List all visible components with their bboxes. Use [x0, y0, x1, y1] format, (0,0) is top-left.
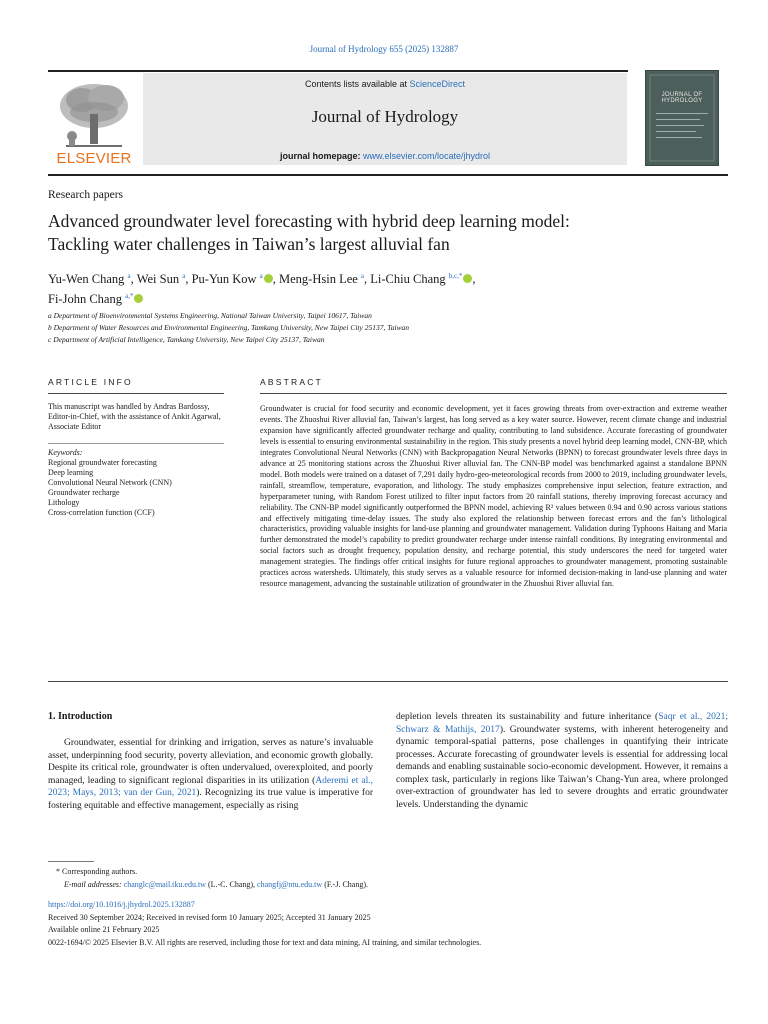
- keywords-label: Keywords:: [48, 448, 83, 457]
- abstract-text: Groundwater is crucial for food security and economic development, yet it faces growing threats from over-extraction and extreme weather events. The Zhuoshui River alluvial fan, Taiwan’s largest, has long served as a key water source. However, recent climate change and industrial expansion have significantly affected groundwater recharge and quality, contributing to land subsidence. Accurate forecasting of groundwater levels is essential to ensuring environmental sustainability in the region. This study presents a novel hybrid deep learning model, CNN-BP, which integrates Convolutional Neural Networks (CNN) with Backpropagation Neural Networks (BPNN) to forecast groundwater levels three days in advance at 25 monitoring stations across the Zhuoshui River alluvial fan. The CNN-BP model was benchmarked against a standalone BPNN model. Both models were trained on a dataset of 7,291 daily hydro-geo-meteorological records from 2000 to 2019, including groundwater levels, rainfall, streamflow, temperature, evaporation, and lithology. The study emphasizes comprehensive input selection, feature extraction, and hyperparameter tuning, with Random Forest utilized to filter input factors from 20 rainfall stations, thereby improving forecast accuracy and reliability. The CNN-BP model significantly outperformed the BPNN model, achieving R² values between 0.94 and 0.90 across various stations and effectively mitigating time-delay issues. The study also explored the relationship between forecast errors and the fan’s lithological characteristics, providing valuable insights for land-use planning and groundwater management. Validation during Typhoons Haitang and Maria further demonstrated the model’s capability to predict groundwater recharge under intense rainfall conditions. By integrating environmental and social factors such as drought frequency, population density, and recharge potential, this study underscores the need for targeted water management strategies. The findings offer critical insights for future regional approaches to groundwater management, promoting sustainable practices across watersheds. Ultimately, this study serves as a valuable resource for informed decision-making in land-use planning and water resource management, advancing the sustainable utilization of groundwater in the Zhuoshui River alluvial fan.: [260, 404, 727, 589]
- orcid-icon[interactable]: [463, 274, 472, 283]
- orcid-icon[interactable]: [264, 274, 273, 283]
- journal-title: Journal of Hydrology: [311, 107, 459, 126]
- author[interactable]: Wei Sun $^a$,: [136, 272, 189, 287]
- article-title-line-1: Advanced groundwater level forecasting with hybrid deep learning model:: [48, 211, 570, 231]
- article-title-line-2: Tackling water challenges in Taiwan’s largest alluvial fan: [48, 234, 450, 254]
- handling-note: This manuscript was handled by Andras Bardossy, Editor-in-Chief, with the assistance of Ankit Agarwal, Associate Editor: [48, 402, 221, 431]
- received-dates: Received 30 September 2024; Received in revised form 10 January 2025; Accepted 31 January 2025: [48, 913, 371, 922]
- journal-cover-image[interactable]: [645, 70, 719, 166]
- article-title: [48, 210, 728, 256]
- author[interactable]: Meng-Hsin Lee $^a$,: [279, 272, 368, 287]
- intro-left-paragraph: Groundwater, essential for drinking and irrigation, serves as nature’s invaluable asset, underpinning food security, poverty alleviation, and economic growth globally. Despite its critical role, groundwater is often undervalued, overexploited, and poorly managed, leading to significant regional disparities in its utilization (Aderemi et al., 2023; Mays, 2013; van der Gun, 2021). Recognizing its true value is imperative for fostering equitable and effective management, especially as rising: [48, 738, 374, 811]
- contents-prefix: Contents lists available at: [304, 79, 410, 89]
- keywords-rule: [48, 443, 224, 444]
- available-online: Available online 21 February 2025: [48, 925, 160, 934]
- cover-title: JOURNAL OF HYDROLOGY: [661, 92, 703, 104]
- keyword: Lithology: [48, 498, 80, 507]
- affiliation: c Department of Artificial Intelligence, Tamkang University, New Taipei City 25137, Taiwan: [48, 335, 325, 344]
- keyword: Cross-correlation function (CCF): [48, 508, 155, 517]
- author[interactable]: Li-Chiu Chang $^{b,c,*}$ ,: [370, 272, 476, 287]
- homepage-line: [143, 151, 627, 161]
- section-label: Research papers: [48, 189, 124, 201]
- corresponding-authors-note: * Corresponding authors.: [56, 867, 138, 876]
- keyword: Regional groundwater forecasting: [48, 458, 157, 467]
- citation-link[interactable]: Aderemi et al., 2023; Mays, 2013; van der Gun, 2021: [48, 775, 374, 798]
- homepage-prefix: journal homepage:: [279, 151, 363, 161]
- homepage-link[interactable]: www.elsevier.com/locate/jhydrol: [362, 151, 491, 161]
- abstract-rule: [260, 393, 727, 394]
- email-link[interactable]: changfj@ntu.edu.tw: [257, 880, 323, 889]
- intro-right-paragraph: depletion levels threaten its sustainability and future inheritance (Saqr et al., 2021; Schwarz & Mathijs, 2017). Groundwater systems, with inherent heterogeneity and dynamic temporal-spatial patterns, pose challenges in quantifying their intricate processes. Accurate forecasting of groundwater levels is essential for addressing local demands and enabling sustainable socio-economic development. However, it remains a complex task, particularly in regions like Taiwan’s Chang-Yun area, where prolonged over-extraction of groundwater has led to severe droughts and erratic groundwater levels. Understanding the dynamic: [396, 712, 728, 810]
- keyword: Convolutional Neural Network (CNN): [48, 478, 172, 487]
- footnote-rule: [48, 861, 94, 862]
- contents-line: [143, 79, 627, 89]
- orcid-icon[interactable]: [134, 294, 143, 303]
- copyright: 0022-1694/© 2025 Elsevier B.V. All rights are reserved, including those for text and data mining, AI training, and similar technologies.: [48, 938, 482, 947]
- body-top-rule: [48, 681, 728, 682]
- affiliation: b Department of Water Resources and Environmental Engineering, Tamkang University, New Taipei City 25137, Taiwan: [48, 323, 410, 332]
- masthead-bottom-rule: [48, 174, 728, 176]
- affiliation: a Department of Bioenvironmental Systems Engineering, National Taiwan University, Taipei 10617, Taiwan: [48, 311, 372, 320]
- intro-heading: 1. Introduction: [48, 711, 113, 722]
- author[interactable]: Yu-Wen Chang $^a$,: [48, 272, 134, 287]
- keywords-block: [48, 448, 224, 518]
- publisher-wordmark: ELSEVIER: [56, 150, 132, 167]
- author[interactable]: Fi-John Chang $^{a,*}$: [48, 292, 143, 306]
- abstract-heading: ABSTRACT: [260, 377, 323, 387]
- masthead-top-rule: [48, 70, 628, 72]
- sciencedirect-link[interactable]: ScienceDirect: [409, 79, 466, 89]
- journal-reference-link[interactable]: Journal of Hydrology 655 (2025) 132887: [309, 44, 459, 54]
- citation-link[interactable]: Saqr et al., 2021; Schwarz & Mathijs, 2017: [396, 712, 728, 735]
- email-link[interactable]: changlc@mail.tku.edu.tw: [123, 880, 206, 889]
- doi-link[interactable]: https://doi.org/10.1016/j.jhydrol.2025.132887: [48, 900, 195, 909]
- article-info-heading: ARTICLE INFO: [48, 377, 133, 387]
- keyword: Deep learning: [48, 468, 94, 477]
- keyword: Groundwater recharge: [48, 488, 120, 497]
- article-info-rule: [48, 393, 224, 394]
- email-line: E-mail addresses: changlc@mail.tku.edu.tw (L.-C. Chang), changfj@ntu.edu.tw (F.-J. Chang).: [64, 880, 368, 889]
- author[interactable]: Pu-Yun Kow $^a$ ,: [191, 272, 276, 287]
- author-list: [48, 268, 728, 308]
